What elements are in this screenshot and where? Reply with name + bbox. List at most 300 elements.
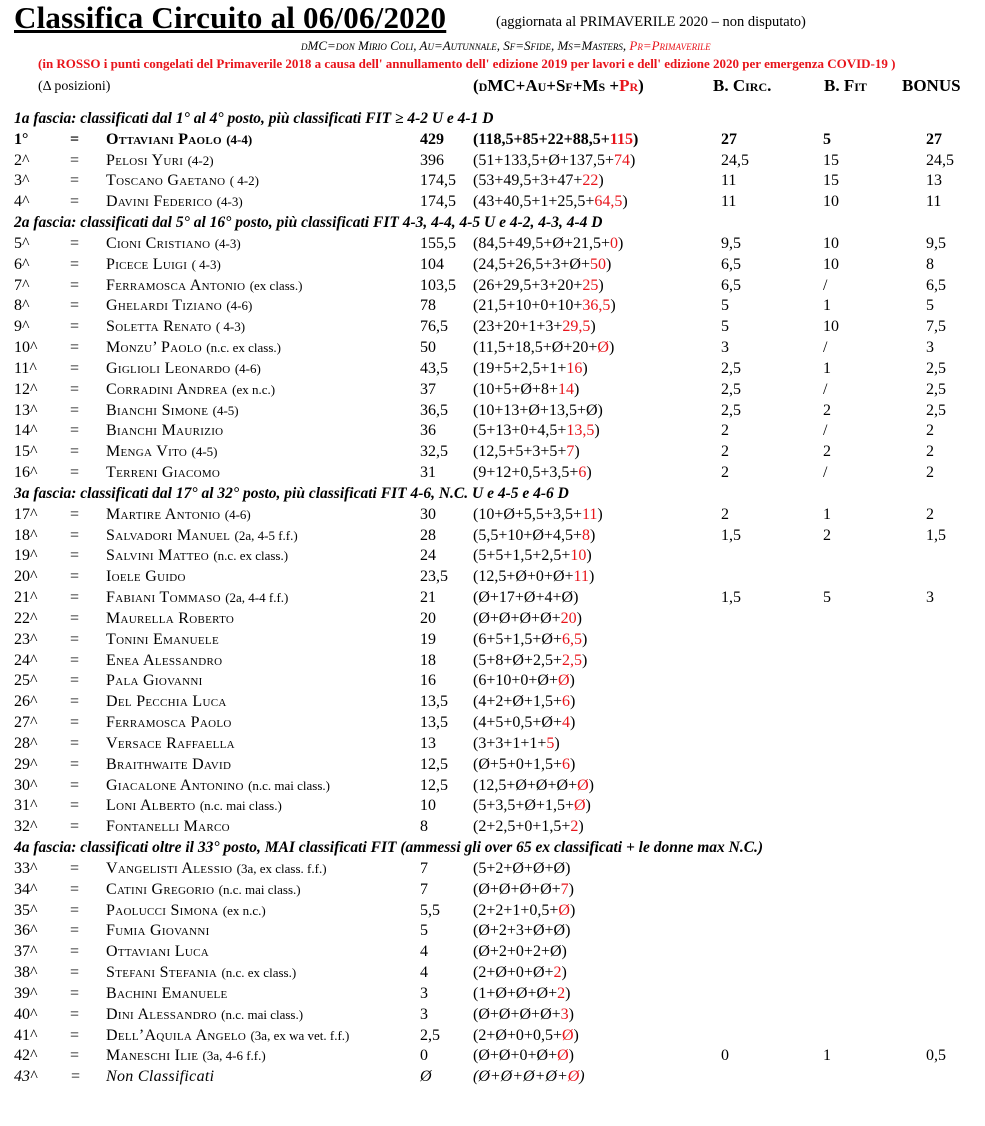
breakdown-red: Ø	[557, 1047, 569, 1065]
player-name: Cioni Cristiano	[106, 234, 211, 252]
player-cell	[106, 256, 221, 274]
breakdown-black: (53+49,5+3+47+	[473, 172, 583, 190]
rank-position: 39^	[14, 984, 38, 1002]
table-row	[0, 1068, 985, 1089]
breakdown-end: )	[569, 672, 575, 690]
breakdown-black: (2+2+1+0,5+	[473, 901, 559, 919]
points-breakdown	[473, 381, 579, 399]
position-delta: =	[70, 859, 80, 877]
total-points: 20	[420, 609, 436, 627]
bonus-fit: /	[823, 422, 828, 440]
total-points: 37	[420, 380, 436, 398]
total-points: 13,5	[420, 693, 448, 711]
points-breakdown	[473, 860, 570, 878]
player-cell	[106, 1006, 303, 1024]
position-delta: =	[70, 755, 80, 773]
breakdown-end: )	[589, 526, 596, 544]
rank-position: 26^	[14, 693, 38, 711]
breakdown-end: )	[588, 568, 595, 586]
breakdown-black: (Ø+Ø+0+Ø+	[473, 1047, 558, 1065]
bonus-circuit: 2	[721, 464, 729, 482]
bonus-circuit: 2	[721, 505, 729, 523]
breakdown-black: (6+10+0+Ø+	[473, 672, 558, 690]
player-cell	[106, 422, 223, 440]
player-name: Davini Federico	[106, 193, 213, 211]
position-delta: =	[70, 589, 80, 607]
fascia-heading: 1a fascia: classificati dal 1° al 4° posto, più classificati FIT ≥ 4-2 U e 4-1 D	[14, 110, 494, 127]
player-cell	[106, 402, 239, 420]
breakdown-red: 5	[546, 734, 555, 752]
player-name: Pala Giovanni	[106, 672, 203, 690]
bonus-total: 3	[926, 339, 934, 357]
total-points: 3	[420, 1005, 428, 1023]
breakdown-red: Ø	[597, 339, 609, 357]
breakdown-end: )	[597, 505, 603, 523]
position-delta: =	[70, 693, 80, 711]
bonus-total: 11	[926, 193, 942, 211]
bonus-total: 2	[926, 464, 934, 482]
bonus-total: 2,5	[926, 380, 946, 398]
breakdown-end: )	[581, 651, 588, 669]
rank-position: 15^	[14, 443, 38, 461]
table-row	[0, 193, 985, 214]
position-delta: =	[70, 422, 80, 440]
bonus-total: 3	[926, 589, 934, 607]
total-points: 19	[420, 630, 436, 648]
player-note: (4-4)	[226, 131, 253, 147]
bonus-circuit: 9,5	[721, 234, 741, 252]
breakdown-black: (9+12+0,5+3,5+	[473, 464, 579, 482]
rank-position: 38^	[14, 964, 38, 982]
breakdown-black: (2+Ø+0+0,5+	[473, 1026, 562, 1044]
breakdown-red: 2,5	[561, 651, 582, 669]
rank-position: 41^	[14, 1026, 38, 1044]
points-breakdown	[473, 714, 575, 732]
points-breakdown	[473, 1006, 574, 1024]
bonus-circuit: 5	[721, 318, 729, 336]
position-delta: =	[70, 901, 80, 919]
player-cell	[106, 693, 227, 711]
breakdown-black: (Ø+5+0+1,5+	[473, 755, 562, 773]
player-name: Martire Antonio	[106, 505, 221, 523]
player-name: Corradini Andrea	[106, 380, 228, 398]
player-note: (n.c. ex class.)	[221, 965, 297, 981]
breakdown-red: 64,5	[594, 193, 623, 211]
bonus-fit: 10	[823, 318, 839, 336]
total-points: 3	[420, 984, 428, 1002]
player-note: (4-5)	[191, 444, 218, 460]
points-breakdown	[473, 256, 611, 274]
table-row	[0, 693, 985, 714]
breakdown-end: )	[594, 422, 600, 440]
total-points: 18	[420, 651, 436, 669]
bonus-total: 2,5	[926, 401, 946, 419]
position-delta: =	[70, 922, 80, 940]
breakdown-red: 10	[570, 547, 587, 565]
breakdown-end: )	[569, 693, 576, 711]
breakdown-red: 6	[578, 464, 587, 482]
player-name: Fontanelli Marco	[106, 818, 230, 836]
player-name: Ottaviani Luca	[106, 943, 209, 961]
total-points: 13,5	[420, 714, 448, 732]
bonus-fit: 1	[823, 297, 831, 315]
breakdown-end: )	[586, 464, 592, 482]
breakdown-black: (43+40,5+1+25,5+	[473, 193, 595, 211]
points-breakdown	[473, 693, 575, 711]
breakdown-red: 6,5	[561, 630, 582, 648]
rank-position: 4^	[14, 193, 30, 211]
total-points: 0	[420, 1047, 428, 1065]
table-row	[0, 464, 985, 485]
bonus-circuit: 6,5	[721, 276, 741, 294]
breakdown-end: )	[573, 1026, 579, 1044]
bonus-fit: 1	[823, 1047, 831, 1065]
bonus-total: 7,5	[926, 318, 946, 336]
rank-position: 11^	[14, 359, 37, 377]
points-breakdown	[473, 902, 575, 920]
position-delta: =	[70, 443, 80, 461]
bonus-circuit: 11	[721, 172, 737, 190]
position-delta: =	[70, 172, 80, 190]
table-row	[0, 797, 985, 818]
player-note: (n.c. ex class.)	[206, 340, 281, 356]
total-points: 4	[420, 943, 428, 961]
rank-position: 28^	[14, 734, 38, 752]
position-delta: =	[70, 297, 80, 315]
breakdown-black: (3+3+1+1+	[473, 734, 547, 752]
position-delta: =	[70, 547, 80, 565]
rank-position: 14^	[14, 422, 38, 440]
table-row	[0, 506, 985, 527]
breakdown-black: (5+2+Ø+Ø+Ø)	[473, 859, 571, 877]
rank-position: 9^	[14, 318, 30, 336]
total-points: 396	[420, 151, 444, 169]
breakdown-black: (23+20+1+3+	[473, 318, 563, 336]
breakdown-red: 20	[560, 609, 577, 627]
player-note: ( 4-3)	[215, 319, 246, 335]
table-row	[0, 985, 985, 1006]
points-breakdown	[473, 652, 587, 670]
breakdown-end: )	[633, 130, 639, 148]
player-note: (4-6)	[234, 360, 261, 376]
position-delta: =	[70, 401, 80, 419]
table-row	[0, 922, 985, 943]
breakdown-red: 8	[581, 526, 590, 544]
player-note: ( 4-3)	[191, 256, 221, 272]
table-row	[0, 235, 985, 256]
total-points: 12,5	[420, 776, 448, 794]
position-delta: =	[70, 1047, 80, 1065]
points-breakdown	[473, 402, 603, 420]
table-row	[0, 964, 985, 985]
player-cell	[106, 797, 282, 815]
position-delta: =	[70, 984, 80, 1002]
rank-position: 32^	[14, 818, 38, 836]
bonus-fit: 5	[823, 130, 831, 148]
rank-position: 25^	[14, 672, 38, 690]
points-breakdown	[473, 756, 575, 774]
bonus-circuit: 2	[721, 422, 729, 440]
bonus-fit: 5	[823, 589, 831, 607]
player-name: Picece Luigi	[106, 255, 188, 273]
rank-position: 30^	[14, 776, 38, 794]
player-name: Ioele Guido	[106, 568, 186, 586]
position-delta: =	[70, 151, 80, 169]
bonus-circuit: 2,5	[721, 401, 741, 419]
bonus-circuit: 11	[721, 193, 737, 211]
player-name: Braithwaite David	[106, 755, 232, 773]
total-points: 104	[420, 255, 444, 273]
breakdown-black: (10+5+Ø+8+	[473, 380, 558, 398]
breakdown-red: 22	[582, 172, 599, 190]
position-delta: =	[70, 234, 80, 252]
player-note: (n.c. mai class.)	[218, 881, 301, 897]
abbreviation-legend	[301, 38, 711, 54]
breakdown-end: )	[585, 797, 591, 815]
breakdown-black: (12,5+5+3+5+	[473, 443, 567, 461]
player-cell	[106, 589, 288, 607]
player-name: Enea Alessandro	[106, 651, 223, 669]
breakdown-black: (2+2,5+0+1,5+	[473, 818, 571, 836]
player-cell	[106, 381, 275, 399]
total-points: 8	[420, 818, 428, 836]
breakdown-black: (Ø+2+3+Ø+Ø)	[473, 922, 571, 940]
position-delta: =	[70, 943, 80, 961]
player-cell	[106, 860, 327, 878]
player-name: Giacalone Antonino	[106, 776, 244, 794]
table-row	[0, 339, 985, 360]
points-breakdown	[473, 193, 628, 211]
rank-position: 23^	[14, 630, 38, 648]
player-name: Catini Gregorio	[106, 880, 215, 898]
position-delta: =	[70, 359, 80, 377]
breakdown-black: (Ø+2+0+2+Ø)	[473, 943, 567, 961]
breakdown-end: )	[586, 547, 592, 565]
breakdown-black: (10+Ø+5,5+3,5+	[473, 505, 582, 523]
breakdown-end: )	[622, 193, 628, 211]
position-delta: =	[70, 776, 80, 794]
breakdown-black: (2+Ø+0+Ø+	[473, 964, 554, 982]
player-name: Monzu’ Paolo	[106, 339, 202, 357]
table-row	[0, 360, 985, 381]
breakdown-end: )	[590, 318, 596, 336]
player-cell	[106, 318, 245, 336]
update-note: (aggiornata al PRIMAVERILE 2020 – non disputato)	[496, 14, 806, 30]
bonus-circuit: 3	[721, 339, 729, 357]
player-cell	[106, 714, 232, 732]
player-note: (4-5)	[212, 402, 239, 418]
rank-position: 5^	[14, 234, 30, 252]
rank-position: 3^	[14, 172, 30, 190]
column-header-bfit: B. Fit	[824, 76, 867, 95]
breakdown-red: 2	[570, 818, 579, 836]
rank-position: 35^	[14, 901, 38, 919]
breakdown-black: (Ø+17+Ø+4+Ø)	[473, 589, 579, 607]
table-row	[0, 422, 985, 443]
rank-position: 1°	[14, 130, 29, 148]
player-name: Fumia Giovanni	[106, 922, 210, 940]
points-breakdown	[473, 506, 603, 524]
player-cell	[106, 152, 214, 170]
bonus-fit: /	[823, 339, 828, 357]
rank-position: 37^	[14, 943, 38, 961]
bonus-total: 5	[926, 297, 934, 315]
points-breakdown	[473, 318, 596, 336]
position-delta: =	[70, 1026, 80, 1044]
position-delta: =	[70, 1005, 80, 1023]
position-delta: =	[70, 651, 80, 669]
total-points: 30	[420, 505, 436, 523]
breakdown-black: (51+133,5+Ø+137,5+	[473, 151, 614, 169]
breakdown-end: )	[568, 880, 574, 898]
breakdown-black: (1+Ø+Ø+Ø+	[473, 984, 558, 1002]
points-breakdown	[473, 152, 635, 170]
breakdown-end: )	[569, 901, 576, 919]
breakdown-red: Ø	[577, 776, 589, 794]
total-points: 7	[420, 880, 428, 898]
position-delta: =	[70, 880, 80, 898]
player-cell	[106, 735, 235, 753]
bonus-total: 24,5	[926, 151, 954, 169]
rank-position: 16^	[14, 464, 38, 482]
breakdown-black: (12,5+Ø+0+Ø+	[473, 568, 574, 586]
points-breakdown	[473, 422, 600, 440]
player-note: (3a, ex wa vet. f.f.)	[250, 1027, 350, 1043]
player-name: Ferramosca Antonio	[106, 276, 246, 294]
player-cell	[106, 777, 330, 795]
breakdown-end: )	[569, 755, 576, 773]
bonus-circuit: 2	[721, 443, 729, 461]
player-name: Stefani Stefania	[106, 964, 218, 982]
position-delta: =	[70, 318, 80, 336]
table-row	[0, 631, 985, 652]
player-note: (n.c. ex class.)	[213, 548, 289, 564]
table-row	[0, 381, 985, 402]
player-cell	[106, 902, 266, 920]
total-points: 5,5	[420, 901, 440, 919]
position-delta: =	[70, 130, 80, 148]
total-points: 13	[420, 734, 436, 752]
player-name: Salvini Matteo	[106, 547, 210, 565]
table-row	[0, 443, 985, 464]
breakdown-red: 14	[557, 380, 574, 398]
bonus-fit: 10	[823, 193, 839, 211]
player-name: Soletta Renato	[106, 318, 212, 336]
position-delta: =	[70, 818, 80, 836]
points-breakdown	[473, 339, 614, 357]
position-delta: =	[70, 797, 80, 815]
breakdown-end: )	[574, 443, 580, 461]
breakdown-black: (5,5+10+Ø+4,5+	[473, 526, 582, 544]
points-breakdown	[473, 1068, 585, 1086]
breakdown-red: 3	[560, 1005, 569, 1023]
breakdown-end: )	[579, 1068, 585, 1086]
breakdown-red: Ø	[558, 901, 570, 919]
player-note: (ex class.)	[249, 277, 303, 293]
breakdown-black: (118,5+85+22+88,5+	[473, 130, 610, 148]
table-row	[0, 527, 985, 548]
player-cell	[106, 235, 241, 253]
rank-position: 17^	[14, 505, 38, 523]
breakdown-red: 11	[581, 505, 598, 523]
player-note: (n.c. mai class.)	[199, 798, 282, 814]
table-row	[0, 589, 985, 610]
table-row	[0, 1006, 985, 1027]
player-cell	[106, 922, 210, 940]
column-header-formula	[473, 76, 644, 96]
position-delta: =	[70, 505, 80, 523]
player-cell	[106, 964, 296, 982]
table-row	[0, 652, 985, 673]
table-row	[0, 818, 985, 839]
player-cell	[106, 339, 281, 357]
total-points: 10	[420, 797, 436, 815]
player-name: Dell’Aquila Angelo	[106, 1026, 247, 1044]
total-points: 7	[420, 859, 428, 877]
bonus-total: 27	[926, 130, 942, 148]
formula-header-black: (dMC+Au+Sf+Ms +	[473, 76, 620, 95]
bonus-fit: 15	[823, 172, 839, 190]
player-name: Terreni Giacomo	[106, 464, 221, 482]
points-breakdown	[473, 735, 560, 753]
player-name: Loni Alberto	[106, 797, 196, 815]
rank-position: 34^	[14, 880, 38, 898]
bonus-fit: /	[823, 276, 828, 294]
position-delta: =	[70, 339, 80, 357]
total-points: 31	[420, 464, 436, 482]
points-breakdown	[473, 985, 570, 1003]
points-breakdown	[473, 235, 623, 253]
total-points: 2,5	[420, 1026, 440, 1044]
breakdown-red: 7	[560, 880, 569, 898]
breakdown-red: 4	[561, 714, 570, 732]
breakdown-red: 25	[582, 276, 599, 294]
table-row	[0, 943, 985, 964]
breakdown-black: (5+8+Ø+2,5+	[473, 651, 562, 669]
breakdown-red: Ø	[557, 672, 570, 690]
player-note: (4-2)	[187, 152, 214, 168]
fascia-heading: 3a fascia: classificati dal 17° al 32° posto, più classificati FIT 4-6, N.C. U e 4-5 e 4-6 D	[14, 484, 569, 502]
player-name: Toscano Gaetano	[106, 172, 226, 190]
rank-position: 22^	[14, 609, 38, 627]
bonus-circuit: 2,5	[721, 380, 741, 398]
fascia-heading: 4a fascia: classificati oltre il 33° posto, MAI classificati FIT (ammessi gli over 65 ex classificati + le donne max N.C.)	[14, 839, 764, 857]
column-header-bonus: BONUS	[902, 76, 961, 95]
player-name: Bianchi Maurizio	[106, 422, 224, 440]
player-cell	[106, 277, 302, 295]
breakdown-black: (84,5+49,5+Ø+21,5+	[473, 234, 610, 252]
player-cell	[106, 1047, 266, 1065]
legend-black-text: dMC=don Mirio Coli, Au=Autunnale, Sf=Sfide, Ms=Masters,	[301, 38, 630, 53]
formula-header-end: )	[638, 76, 644, 95]
player-note: (ex n.c.)	[232, 381, 276, 397]
bonus-fit: 15	[823, 151, 839, 169]
total-points: 36	[420, 422, 436, 440]
column-header-bcirc: B. Circ.	[713, 76, 772, 95]
breakdown-red: 6	[561, 693, 570, 711]
player-note: (3a, ex class. f.f.)	[236, 860, 327, 876]
player-name: Bianchi Simone	[106, 401, 209, 419]
breakdown-end: )	[608, 339, 615, 357]
table-row	[0, 568, 985, 589]
table-row	[0, 881, 985, 902]
table-row	[0, 256, 985, 277]
points-breakdown	[473, 360, 588, 378]
position-delta: =	[70, 734, 80, 752]
points-breakdown	[473, 1027, 579, 1045]
bonus-total: 1,5	[926, 526, 946, 544]
bonus-circuit: 6,5	[721, 255, 741, 273]
